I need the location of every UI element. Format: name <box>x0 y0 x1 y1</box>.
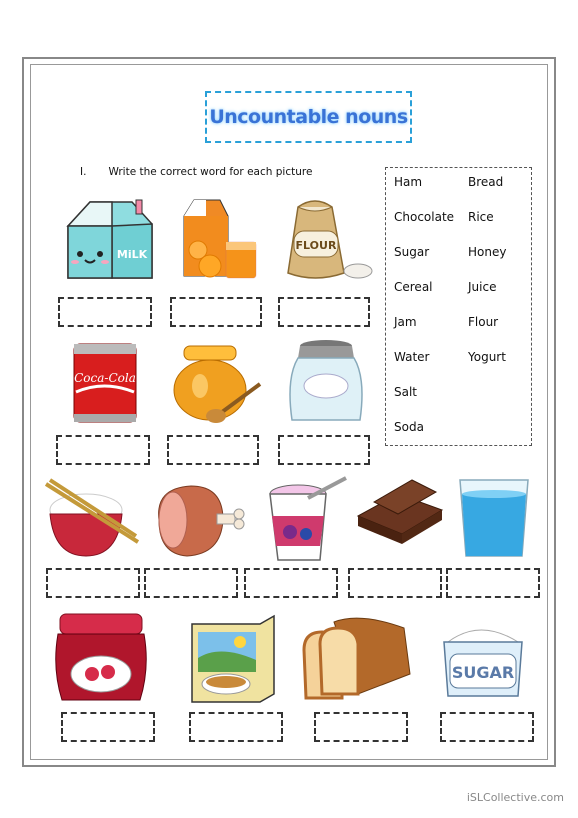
honey-pot-icon <box>170 338 265 430</box>
soda-can-icon <box>64 340 146 426</box>
word-bank-item: Bread <box>468 175 504 189</box>
word-bank-item: Cereal <box>394 280 433 294</box>
worksheet-title: Uncountable nouns <box>209 106 408 128</box>
milk-carton-icon <box>62 196 156 286</box>
jam-jar-icon <box>52 612 150 706</box>
word-bank-item: Yogurt <box>468 350 506 364</box>
title-box <box>205 91 412 143</box>
ham-icon <box>151 480 246 560</box>
instruction-number: I. <box>80 166 87 178</box>
word-bank-item: Rice <box>468 210 494 224</box>
soda-label: Coca-Cola <box>74 371 136 385</box>
salt-shaker-icon <box>282 338 370 426</box>
answer-box[interactable] <box>189 712 283 742</box>
answer-box[interactable] <box>278 297 370 327</box>
milk-label: MiLK <box>116 248 148 261</box>
word-bank-item: Soda <box>394 420 424 434</box>
sugar-label: SUGAR <box>451 663 515 682</box>
water-glass-icon <box>456 476 532 560</box>
word-bank-item: Chocolate <box>394 210 455 224</box>
orange-juice-icon <box>180 196 260 284</box>
answer-box[interactable] <box>446 568 540 598</box>
word-bank-item: Honey <box>468 245 507 259</box>
answer-box[interactable] <box>348 568 442 598</box>
yogurt-icon <box>264 476 348 564</box>
word-bank-item: Salt <box>394 385 418 399</box>
instruction-text: Write the correct word for each picture <box>108 166 313 178</box>
cereal-box-icon <box>190 614 278 704</box>
answer-box[interactable] <box>144 568 238 598</box>
word-bank-item: Water <box>394 350 430 364</box>
chocolate-icon <box>354 476 444 554</box>
word-bank-item: Flour <box>468 315 499 329</box>
answer-box[interactable] <box>46 568 140 598</box>
answer-box[interactable] <box>56 435 150 465</box>
instruction <box>80 166 312 178</box>
rice-bowl-icon <box>44 478 139 558</box>
flour-label: FLOUR <box>295 239 337 252</box>
word-bank-item: Juice <box>468 280 497 294</box>
answer-box[interactable] <box>167 435 259 465</box>
answer-box[interactable] <box>170 297 262 327</box>
answer-box[interactable] <box>278 435 370 465</box>
answer-box[interactable] <box>314 712 408 742</box>
sugar-jar-icon <box>440 612 526 702</box>
bread-icon <box>300 614 414 704</box>
answer-box[interactable] <box>61 712 155 742</box>
answer-box[interactable] <box>244 568 338 598</box>
flour-sack-icon <box>280 193 375 283</box>
footer-watermark: iSLCollective.com <box>466 791 564 804</box>
answer-box[interactable] <box>58 297 152 327</box>
word-bank-item: Ham <box>394 175 423 189</box>
word-bank-item: Sugar <box>394 245 430 259</box>
answer-box[interactable] <box>440 712 534 742</box>
word-bank-item: Jam <box>394 315 417 329</box>
word-bank <box>385 167 532 446</box>
